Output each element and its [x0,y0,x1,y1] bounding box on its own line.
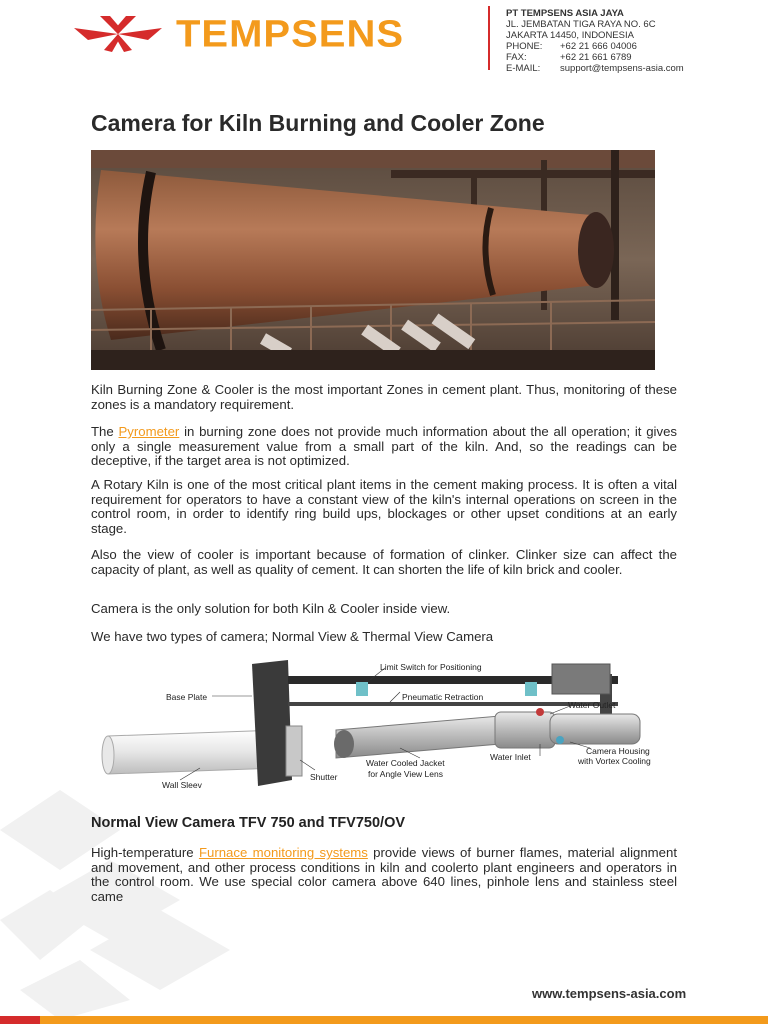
label-wall-sleev: Wall Sleev [162,780,202,790]
paragraph-intro: Kiln Burning Zone & Cooler is the most important Zones in cement plant. Thus, monitoring of these zones is a mandatory requirement. [91,382,677,412]
label-water-outlet: Water Outlet [568,700,616,710]
fax-label: FAX: [506,52,527,63]
paragraph-pyrometer [91,425,677,469]
paragraph-rotary-kiln: A Rotary Kiln is one of the most critical plant items in the cement making process. It is often a vital requirement for operators to have a constant view of the kiln's internal operations on screen in the control room, in order to identify ring build ups, blockages or other upset conditions at an early stage. [91,477,677,536]
fax-value: +62 21 661 6789 [560,52,632,63]
footer-bar-accent [0,1016,40,1024]
address-line-2: JAKARTA 14450, INDONESIA [506,30,634,41]
label-shutter: Shutter [310,772,338,782]
phone-row [506,41,684,52]
tempsens-logo-icon [70,14,166,54]
header-divider [488,6,490,70]
brand-name: TEMPSENS [176,13,405,55]
furnace-monitoring-link[interactable]: Furnace monitoring systems [198,845,368,860]
address-line-1: JL. JEMBATAN TIGA RAYA NO. 6C [506,19,656,30]
label-water-jacket-line1: Water Cooled Jacket [366,758,445,768]
label-camera-housing-line1: Camera Housing [586,746,650,756]
fax-row [506,52,684,63]
label-pneumatic-retraction: Pneumatic Retraction [402,692,484,702]
paragraph-normal-view-pre: High-temperature [91,845,199,860]
label-camera-housing-line2: with Vortex Cooling [578,756,651,766]
section-heading: Normal View Camera TFV 750 and TFV750/OV [91,815,406,831]
footer-website-link[interactable]: www.tempsens-asia.com [532,986,687,1001]
email-link[interactable]: support@tempsens-asia.com [560,63,684,74]
phone-label: PHONE: [506,41,543,52]
pyrometer-link[interactable]: Pyrometer [118,424,180,439]
paragraph-camera-types: We have two types of camera; Normal View & Thermal View Camera [91,629,494,644]
contact-block [506,8,684,74]
rotary-kiln-photo [91,150,655,370]
company-name: PT TEMPSENS ASIA JAYA [506,8,624,19]
email-label: E-MAIL: [506,63,541,74]
phone-value: +62 21 666 04006 [560,41,637,52]
paragraph-normal-view [91,846,677,904]
email-row [506,63,684,74]
camera-system-diagram [100,656,670,796]
label-base-plate: Base Plate [166,692,208,702]
paragraph-camera-solution: Camera is the only solution for both Kiln & Cooler inside view. [91,601,451,616]
label-limit-switch: Limit Switch for Positioning [380,662,482,672]
label-water-jacket-line2: for Angle View Lens [368,769,443,779]
paragraph-normal-view-post: provide views of burner flames, material alignment and movement, and other process conditions in kiln and coolerto plant engineers and operators in the control room. We use special color camera above 640 lines, pinhole lens and stainless steel came [91,845,677,904]
label-water-inlet: Water Inlet [490,752,531,762]
footer-bar [0,1016,768,1024]
paragraph-pyrometer-post: in burning zone does not provide much information about the all operation; it gives only a single measurement value from a small part of the kiln. And, so the readings can be deceptive, if the target area is not optimized. [91,424,677,468]
paragraph-pyrometer-pre: The [91,424,119,439]
page-title: Camera for Kiln Burning and Cooler Zone [91,110,545,136]
paragraph-cooler: Also the view of cooler is important because of formation of clinker. Clinker size can affect the capacity of plant, as well as quality of cement. It can shorten the life of kiln brick and cooler. [91,547,677,577]
